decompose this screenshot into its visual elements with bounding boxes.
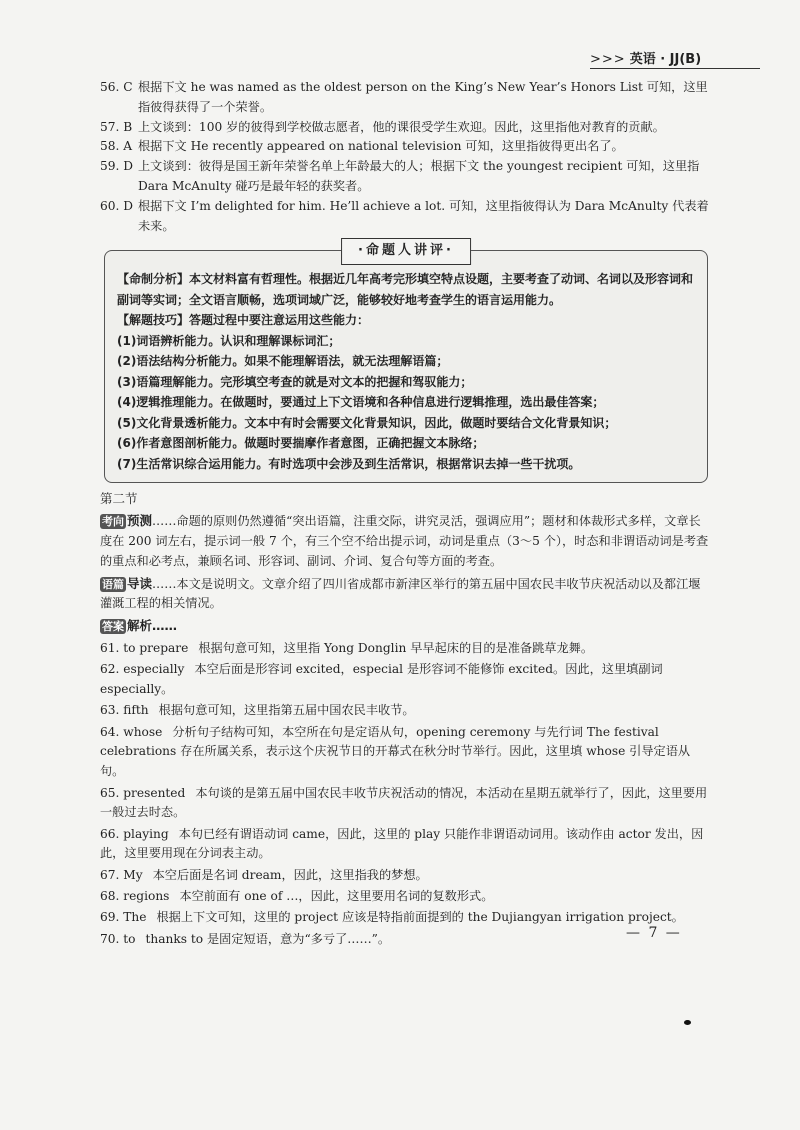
- answer-number: 66. playing: [100, 826, 169, 841]
- answer-explanation: 根据句意可知，这里指 Yong Donglin 早早起床的目的是准备跳草龙舞。: [198, 640, 594, 655]
- answer-explanation: 本空后面是形容词 excited，especial 是形容词不能修饰 excited。因此，这里填副词 especially。: [100, 662, 663, 697]
- answer-explanation: thanks to 是固定短语，意为“多亏了……”。: [145, 931, 391, 946]
- answers-part1: [100, 78, 712, 236]
- commentary-line: (7)生活常识综合运用能力。有时选项中会涉及到生活常识，根据常识去掉一些干扰项。: [117, 456, 581, 471]
- ink-speck: [684, 1020, 691, 1025]
- answer-explanation: 根据句意可知，这里指第五届中国农民丰收节。: [158, 703, 415, 718]
- commentary-line: 【命制分析】本文材料富有哲理性。根据近几年高考完形填空特点设题，主要考查了动词、名词以及形容词和副词等实词；全文语言顺畅，选项词域广泛，能够较好地考查学生的语言运用能力。: [117, 272, 694, 307]
- answer-number: 62. especially: [100, 662, 185, 677]
- commentary-line: (6)作者意图剖析能力。做题时要揣摩作者意图，正确把握文本脉络；: [117, 436, 485, 451]
- forecast-paragraph: [100, 511, 712, 571]
- forecast-label: 预测: [127, 513, 153, 529]
- answer-number: 69. The: [100, 910, 147, 925]
- answer-number: 65. presented: [100, 785, 186, 800]
- commentary-line: (3)语篇理解能力。完形填空考查的就是对文本的把握和驾驭能力；: [117, 374, 473, 389]
- answer-item: [100, 639, 712, 659]
- page-number: — 7 —: [626, 925, 682, 941]
- answer-number: 58. A: [100, 139, 133, 154]
- answer-explanation: 根据下文 I’m delighted for him. He’ll achieve a lot. 可知，这里指彼得认为 Dara McAnulty 代表着未来。: [138, 198, 709, 233]
- answer-item: [100, 887, 712, 907]
- answer-explanation: 本句谈的是第五届中国农民丰收节庆祝活动的情况，本活动在星期五就举行了，因此，这里要用一般过去时态。: [100, 785, 708, 820]
- answer-item: [100, 930, 712, 950]
- forecast-tag: 考向: [102, 515, 124, 529]
- answer-explanation: 本句已经有谓语动词 came，因此，这里的 play 只能作非谓语动词用。该动作由 actor 发出，因此，这里要用现在分词表主动。: [100, 826, 704, 861]
- answers-part2: [100, 639, 712, 949]
- header-rule: [590, 68, 760, 69]
- answer-number: 57. B: [100, 119, 133, 134]
- answer-number: 68. regions: [100, 889, 170, 904]
- commentary-line: (4)逻辑推理能力。在做题时，要通过上下文语境和各种信息进行逻辑推理，选出最佳答案；: [117, 395, 605, 410]
- answer-explanation: 分析句子结构可知，本空所在句是定语从句，opening ceremony 与先行词 The festival celebrations 存在所属关系，表示这个庆祝节日的开幕式在秋分时节举行。因此，这里填 whose 引导定语从句。: [100, 724, 691, 779]
- answer-item: [100, 660, 712, 700]
- answer-explanation: 根据下文 He recently appeared on national television 可知，这里指彼得更出名了。: [138, 139, 624, 154]
- answer-number: 56. C: [100, 80, 133, 94]
- answer-explanation: 根据上下文可知，这里的 project 应该是特指前面提到的 the Dujiangyan irrigation project。: [156, 910, 684, 925]
- guide-label: 导读: [127, 575, 153, 591]
- guide-text: ……本文是说明文。文章介绍了四川省成都市新津区举行的第五届中国农民丰收节庆祝活动以及都江堰灌溉工程的相关情况。: [100, 576, 701, 611]
- answer-item: [100, 723, 712, 782]
- section-title: 第二节: [100, 491, 138, 507]
- running-header: [590, 48, 760, 67]
- answer-item: [100, 137, 712, 157]
- guide-paragraph: [100, 574, 712, 615]
- commentary-line: (2)语法结构分析能力。如果不能理解语法，就无法理解语篇；: [117, 354, 449, 369]
- analysis-heading: [100, 616, 712, 637]
- analysis-label: 解析……: [127, 618, 178, 634]
- answer-explanation: 本空前面有 one of …，因此，这里要用名词的复数形式。: [179, 889, 494, 904]
- answer-number: 64. whose: [100, 724, 163, 739]
- answer-explanation: 根据下文 he was named as the oldest person on the King’s New Year’s Honors List 可知，这里指彼得获得了一个荣誉。: [138, 80, 708, 114]
- answer-item: [100, 784, 712, 824]
- answer-number: 59. D: [100, 159, 134, 174]
- header-arrows: >>>: [590, 52, 626, 67]
- answer-item: [100, 118, 712, 138]
- header-subject: 英语 · JJ(B): [629, 52, 702, 67]
- answer-item: [100, 197, 712, 237]
- answer-number: 67. My: [100, 867, 143, 882]
- answer-explanation: 本空后面是名词 dream，因此，这里指我的梦想。: [152, 867, 428, 882]
- answer-explanation: 上文谈到：100 岁的彼得到学校做志愿者，他的课很受学生欢迎。因此，这里指他对教育的贡献。: [138, 119, 665, 134]
- answer-explanation: 上文谈到：彼得是国王新年荣誉名单上年龄最大的人；根据下文 the youngest recipient 可知，这里指 Dara McAnulty 碰巧是最年轻的获奖者。: [138, 159, 700, 193]
- answer-number: 61. to prepare: [100, 640, 189, 655]
- commentary-line: (5)文化背景透析能力。文本中有时会需要文化背景知识，因此，做题时要结合文化背景知识；: [117, 415, 617, 430]
- commentary-line: (1)词语辨析能力。认识和理解课标词汇；: [117, 333, 341, 348]
- page-content: [100, 78, 712, 951]
- answer-number: 63. fifth: [100, 703, 149, 718]
- analysis-tag: 答案: [102, 620, 124, 634]
- forecast-text: ……命题的原则仍然遵循“突出语篇，注重交际，讲究灵活，强调应用”；题材和体裁形式多样，文章长度在 200 词左右，提示词一般 7 个，有三个空不给出提示词，动词是重点（3～5 个），时态和非谓语动词是考查的重点和必考点，兼顾名词、形容词、副词、介词、复合句等方面的考查。: [100, 514, 709, 568]
- commentary-box: [104, 243, 708, 483]
- answer-item: [100, 866, 712, 886]
- answer-item: [100, 701, 712, 721]
- commentary-line: 【解题技巧】答题过程中要注意运用这些能力：: [117, 313, 370, 328]
- guide-tag: 语篇: [102, 577, 124, 591]
- commentary-title: ·命题人讲评·: [341, 238, 471, 265]
- answer-number: 70. to: [100, 931, 136, 946]
- answer-item: [100, 157, 712, 197]
- answer-number: 60. D: [100, 198, 134, 213]
- answer-item: [100, 908, 712, 928]
- answer-item: [100, 78, 712, 118]
- answer-item: [100, 825, 712, 865]
